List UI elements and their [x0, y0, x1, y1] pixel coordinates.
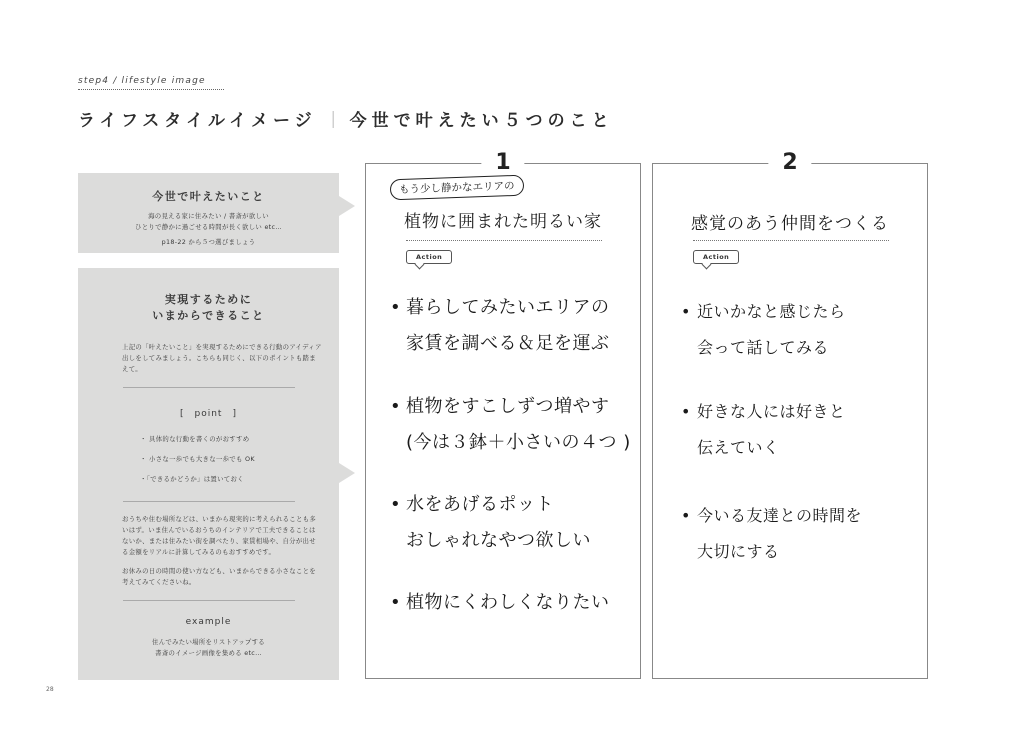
- wish-panel: [78, 173, 339, 253]
- action-item-line: 好きな人には好きと: [697, 402, 846, 421]
- page-title: [78, 106, 614, 131]
- action-item-line: 伝えていく: [697, 438, 780, 457]
- dotted-underline: [693, 240, 889, 241]
- action-item: [390, 585, 630, 621]
- action-item-line: 家賃を調べる＆足を運ぶ: [406, 333, 610, 354]
- wish-panel-line: ひとりで静かに過ごせる時間が長く欲しい etc…: [135, 223, 282, 231]
- point-title: [ point ]: [180, 409, 237, 419]
- wish-panel-title: 今世で叶えたいこと: [152, 190, 265, 203]
- action-item-line: 植物をすこしずつ増やす: [406, 396, 610, 417]
- step-label: step4 / lifestyle image: [78, 76, 224, 90]
- action-item-line: 大切にする: [697, 542, 780, 561]
- arrow-right-icon: [339, 463, 355, 483]
- card-number: 2: [768, 151, 811, 175]
- wish-card-2: [652, 150, 928, 679]
- point-list: [140, 429, 339, 489]
- bullet-icon: •: [390, 592, 402, 613]
- action-item-line: 今いる友達との時間を: [697, 506, 863, 525]
- action-item-line: (今は３鉢＋小さいの４つ ): [406, 432, 631, 453]
- bullet-icon: •: [390, 297, 402, 318]
- page-number: 28: [46, 686, 54, 693]
- example-title: example: [185, 617, 232, 627]
- title-separator: ｜: [324, 111, 342, 131]
- point-item: ・ 具体的な行動を書くのがおすすめ: [140, 435, 250, 443]
- action-item: [681, 394, 921, 466]
- action-item: [390, 487, 630, 559]
- action-panel: [78, 268, 339, 680]
- action-tag: Action: [693, 250, 739, 264]
- bullet-icon: •: [681, 302, 691, 321]
- action-item: [681, 498, 921, 570]
- bullet-icon: •: [390, 494, 402, 515]
- divider: [123, 387, 295, 388]
- action-tag: Action: [406, 250, 452, 264]
- point-item: ・ 小さな一歩でも大きな一歩でも OK: [140, 455, 255, 463]
- action-panel-title: [78, 292, 339, 324]
- action-item-line: 暮らしてみたいエリアの: [406, 297, 610, 318]
- handwritten-note: もう少し静かなエリアの: [390, 175, 524, 201]
- wish-panel-line: p18-22 から５つ選びましょう: [161, 238, 256, 246]
- example-line: 住んでみたい場所をリストアップする: [152, 638, 265, 646]
- card-goal: 感覚のあう仲間をつくる: [691, 214, 889, 234]
- card-goal: 植物に囲まれた明るい家: [404, 212, 602, 232]
- action-item: [681, 294, 921, 366]
- action-panel-title-line: 実現するために: [164, 293, 253, 306]
- action-item-line: 植物にくわしくなりたい: [406, 592, 610, 613]
- point-item: ・「できるかどうか」は置いておく: [140, 475, 244, 483]
- action-panel-title-line: いまからできること: [152, 309, 265, 322]
- bullet-icon: •: [390, 396, 402, 417]
- wish-card-1: [365, 150, 641, 679]
- bullet-icon: •: [681, 506, 691, 525]
- action-item-line: 会って話してみる: [697, 338, 830, 357]
- bullet-icon: •: [681, 402, 691, 421]
- action-item-line: おしゃれなやつ欲しい: [406, 530, 591, 551]
- title-main: ライフスタイルイメージ: [78, 111, 317, 131]
- advice-paragraph: おうちや住む場所などは、いまから現実的に考えられることも多いはず。いま住んでいるおうちのインテリアで工夫できることはないか、または住みたい街を調べたり、家賃相場や、自分が出せる金額をリアルに計算してみるのもおすすめです。: [122, 515, 317, 556]
- example-line: 書斎のイメージ画像を集める etc…: [155, 649, 262, 657]
- divider: [123, 501, 295, 502]
- action-item: [390, 389, 630, 461]
- dotted-underline: [406, 240, 602, 241]
- action-panel-desc: 上記の「叶えたいこと」を実現するためにできる行動のアイディア出しをしてみましょう。こちらも同じく、以下のポイントも踏まえて。: [122, 343, 322, 373]
- card-number: 1: [481, 151, 524, 175]
- advice-paragraph: お休みの日の時間の使い方なども、いまからできる小さなことを考えてみてくださいね。: [122, 567, 316, 586]
- wish-panel-line: 海の見える家に住みたい / 書斎が欲しい: [148, 212, 269, 220]
- action-item-line: 水をあげるポット: [406, 494, 554, 515]
- title-sub: 今世で叶えたい５つのこと: [349, 111, 614, 131]
- action-item: [390, 290, 630, 362]
- arrow-right-icon: [339, 196, 355, 216]
- action-item-line: 近いかなと感じたら: [697, 302, 846, 321]
- divider: [123, 600, 295, 601]
